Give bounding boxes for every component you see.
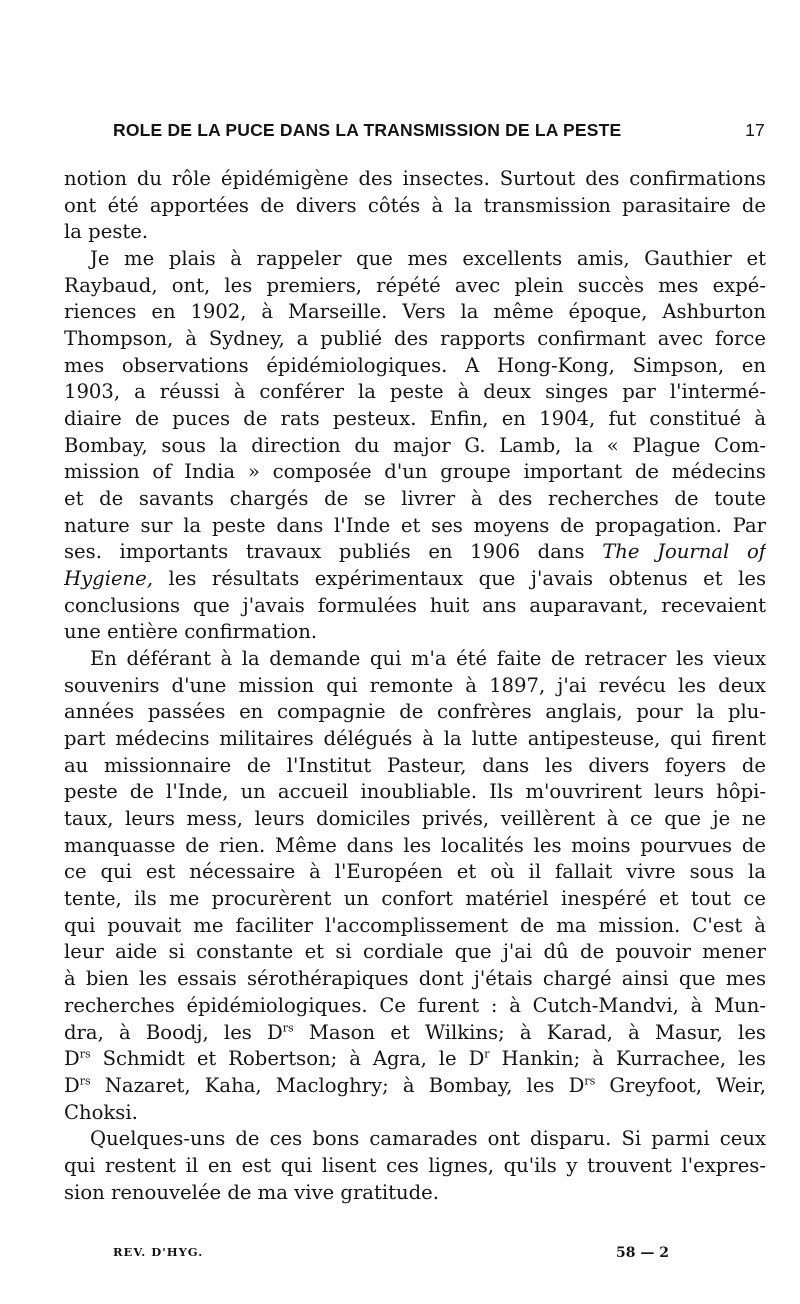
journal-signature: REV. D'HYG.: [113, 1245, 204, 1259]
text-line: conclusions que j'avais formulées huit ans auparavant, recevaient: [64, 593, 766, 617]
text-line: années passées en compagnie de confrères anglais, pour la plu-: [64, 700, 766, 724]
text-line: souvenirs d'une mission qui remonte à 1897, j'ai revécu les deux: [64, 673, 766, 697]
text-line: à bien les essais sérothérapiques dont j'étais chargé ainsi que mes: [64, 967, 766, 991]
line-text: D: [64, 1047, 80, 1071]
text-line: manquasse de rien. Même dans les localités les moins pourvues de: [64, 833, 766, 857]
text-line: nature sur la peste dans l'Inde et ses moyens de propagation. Par: [64, 513, 766, 537]
text-line: la peste.: [64, 220, 149, 244]
text-line: Thompson, à Sydney, a publié des rapports confirmant avec force: [64, 327, 766, 351]
superscript: r: [484, 1047, 490, 1061]
text-line: [64, 1073, 766, 1100]
text-line: notion du rôle épidémigène des insectes. Surtout des confirmations: [64, 167, 766, 190]
text-line: Choksi.: [64, 1100, 138, 1124]
text-line: Je me plais à rappeler que mes excellents amis, Gauthier et: [90, 247, 766, 271]
text-line: [64, 539, 766, 566]
text-line: Bombay, sous la direction du major G. Lamb, la « Plague Com-: [64, 433, 766, 457]
line-text: dra, à Boodj, les D: [64, 1020, 283, 1044]
text-line: En déférant à la demande qui m'a été faite de retracer les vieux: [90, 647, 766, 671]
superscript: rs: [79, 1047, 91, 1061]
line-text: Schmidt et Robertson; à Agra, le D: [90, 1047, 485, 1071]
superscript: rs: [584, 1074, 596, 1088]
text-line: et de savants chargés de se livrer à des recherches de toute: [64, 487, 766, 511]
text-line: 1903, a réussi à conférer la peste à deux singes par l'intermé-: [64, 380, 766, 404]
text-line: peste de l'Inde, un accueil inoubliable. Ils m'ouvrirent leurs hôpi-: [64, 780, 766, 804]
line-text: Hankin; à Kurrachee, les: [489, 1047, 766, 1071]
journal-title: Hygiene,: [64, 567, 154, 591]
text-line: [64, 1020, 766, 1047]
text-line: diaire de puces de rats pesteux. Enfin, en 1904, fut constitué à: [64, 407, 766, 431]
text-line: qui restent il en est qui lisent ces lignes, qu'ils y trouvent l'expres-: [64, 1153, 766, 1177]
text-line: une entière confirmation.: [64, 620, 318, 644]
journal-title: The Journal of: [602, 540, 766, 564]
body-text: [64, 166, 766, 1206]
text-line: mes observations épidémiologiques. A Hong-Kong, Simpson, en: [64, 353, 766, 377]
text-line: sion renouvelée de ma vive gratitude.: [64, 1180, 439, 1204]
text-line: [64, 566, 766, 593]
line-text: Mason et Wilkins; à Karad, à Masur, les: [293, 1020, 766, 1044]
superscript: rs: [79, 1074, 91, 1088]
text-line: ont été apportées de divers côtés à la transmission parasitaire de: [64, 193, 766, 217]
line-text: ses. importants travaux publiés en 1906 dans: [64, 540, 603, 564]
text-line: qui pouvait me faciliter l'accomplissement de ma mission. C'est à: [64, 913, 766, 937]
superscript: rs: [282, 1020, 294, 1034]
text-line: leur aide si constante et si cordiale que j'ai dû de pouvoir mener: [64, 940, 766, 964]
line-text: les résultats expérimentaux que j'avais obtenus et les: [153, 567, 766, 591]
line-text: Greyfoot, Weir,: [595, 1073, 766, 1097]
text-line: part médecins militaires délégués à la lutte antipesteuse, qui firent: [64, 727, 766, 751]
page-footer: [113, 1245, 669, 1269]
line-text: Nazaret, Kaha, Macloghry; à Bombay, les D: [90, 1073, 585, 1097]
running-title: ROLE DE LA PUCE DANS LA TRANSMISSION DE LA PESTE: [113, 120, 622, 140]
text-line: riences en 1902, à Marseille. Vers la même époque, Ashburton: [64, 300, 766, 324]
sheet-number: 58 — 2: [616, 1245, 669, 1261]
text-line: Raybaud, ont, les premiers, répété avec plein succès mes expé-: [64, 273, 766, 297]
page-number: 17: [745, 120, 765, 140]
text-line: taux, leurs mess, leurs domiciles privés, veillèrent à ce que je ne: [64, 807, 766, 831]
text-line: recherches épidémiologiques. Ce furent : à Cutch-Mandvi, à Mun-: [64, 993, 766, 1017]
text-line: mission of India » composée d'un groupe important de médecins: [64, 460, 766, 484]
line-text: D: [64, 1073, 80, 1097]
text-line: [64, 1046, 766, 1073]
running-header: [113, 118, 765, 146]
text-line: ce qui est nécessaire à l'Européen et où il fallait vivre sous la: [64, 860, 766, 884]
text-line: tente, ils me procurèrent un confort matériel inespéré et tout ce: [64, 887, 766, 911]
text-line: au missionnaire de l'Institut Pasteur, dans les divers foyers de: [64, 753, 766, 777]
text-line: Quelques-uns de ces bons camarades ont disparu. Si parmi ceux: [90, 1127, 766, 1151]
